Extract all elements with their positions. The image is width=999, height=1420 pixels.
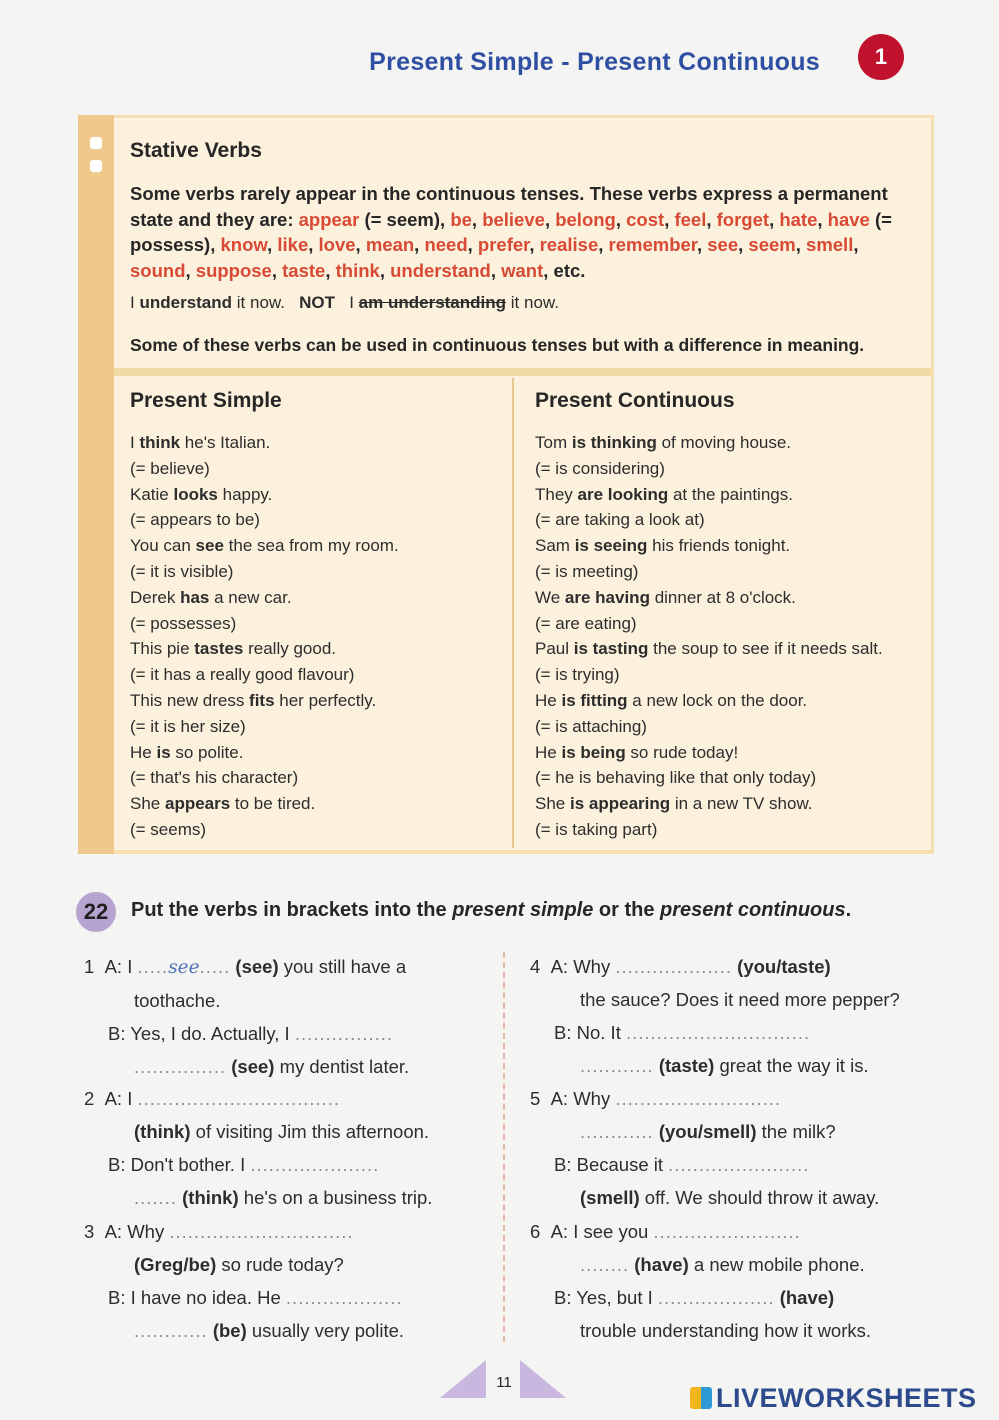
example-line: I think he's Italian. — [130, 433, 271, 452]
example-line: (= is meeting) — [535, 561, 639, 581]
example-line: (= is trying) — [535, 665, 620, 685]
example-line: (= believe) — [130, 458, 210, 478]
example-line: He is so polite. — [130, 742, 244, 762]
example-line: She appears to be tired. — [130, 794, 316, 814]
example-line: (= appears to be) — [130, 510, 260, 530]
exercise-item-1: 1 A: I .....see..... (see) you still have a toothache. B: Yes, I do. Actually, I ................ ............... (see) my dentist later. — [84, 956, 410, 1077]
example-line: He is fitting a new lock on the door. — [535, 690, 808, 710]
answer-blank[interactable]: ........................... — [615, 1088, 782, 1109]
stative-verb: forget — [716, 208, 770, 230]
stative-verb: remember — [608, 234, 697, 255]
example-line: You can see the sea from my room. — [130, 536, 399, 556]
column-separator — [503, 952, 505, 1342]
example-line: He is being so rude today! — [535, 742, 739, 762]
stative-verb: belong — [555, 208, 616, 230]
answer-blank[interactable]: ................... — [615, 956, 733, 977]
logo-icon — [690, 1387, 712, 1409]
stative-verb: prefer — [477, 234, 530, 255]
stative-verb: need — [424, 234, 468, 255]
example-line: (= it has a really good flavour) — [130, 665, 355, 685]
bullet-icon — [90, 137, 102, 149]
example-line: (= seems) — [130, 819, 207, 839]
answer-blank[interactable]: ................................. — [137, 1088, 341, 1109]
answer-blank[interactable]: ................... — [285, 1287, 403, 1308]
unit-badge: 1 — [858, 34, 904, 80]
answer-blank[interactable]: ....................... — [668, 1154, 810, 1175]
stative-verb: mean — [365, 234, 415, 255]
answer-blank[interactable]: .............................. — [625, 1022, 811, 1043]
continuous-heading: Present Continuous — [535, 389, 735, 412]
example-line: Sam is seeing his friends tonight. — [535, 536, 791, 556]
stative-verb: understand — [390, 259, 491, 281]
example-line: (= are taking a look at) — [535, 510, 705, 530]
example-line: (= it is her size) — [130, 716, 246, 736]
stative-intro: Some verbs rarely appear in the continuous tenses. These verbs express a permanent state and they are: appear (= seem), be, believe, belong, cost, feel, forget, hate, have (= possess), know, like, love, mean, need, prefer, realise, remember, see, seem, smell, sound, suppose, taste, think, understand, want, etc. — [130, 183, 892, 281]
stative-verb: realise — [539, 234, 599, 255]
simple-heading: Present Simple — [130, 389, 282, 412]
stative-verb: have — [827, 208, 870, 230]
stative-verb: love — [318, 234, 356, 255]
simple-example-list — [130, 430, 399, 843]
example-line: (= it is visible) — [130, 561, 234, 581]
answer-blank[interactable]: ............ — [134, 1320, 208, 1341]
stative-verb: sound — [130, 259, 186, 281]
stative-verb: believe — [482, 208, 545, 230]
example-line: Tom is thinking of moving house. — [535, 433, 792, 452]
liveworksheets-logo[interactable]: LIVEWORKSHEETS — [690, 1383, 977, 1414]
exercise-item-5: 5 A: Why ........................... ............ (you/smell) the milk? B: Because it ....................... (smell) off. We should throw it away. — [530, 1088, 880, 1208]
stative-verb: like — [277, 234, 309, 255]
answer-blank[interactable]: ....... — [134, 1187, 177, 1208]
answer-blank[interactable]: ............ — [580, 1121, 654, 1142]
stative-verb: suppose — [195, 259, 272, 281]
example-line: She is appearing in a new TV show. — [535, 794, 813, 814]
example-line: Paul is tasting the soup to see if it needs salt. — [535, 639, 883, 659]
stative-verb: (= possess) — [130, 208, 892, 255]
example-line: This new dress fits her perfectly. — [130, 690, 377, 710]
example-line: (= that's his character) — [130, 768, 299, 788]
stative-verb: (= seem) — [364, 208, 441, 230]
exercise-number-badge: 22 — [76, 892, 116, 932]
exercise-item-6: 6 A: I see you ........................ ........ (have) a new mobile phone. B: Yes, but I ................... (have) trouble understanding how it works. — [530, 1221, 872, 1341]
stative-verb: cost — [626, 208, 665, 230]
stative-verb: think — [335, 259, 380, 281]
exercise-item-3: 3 A: Why .............................. (Greg/be) so rude today? B: I have no idea. He ................... ............ (be) usually very polite. — [84, 1221, 405, 1341]
stative-verb: be — [450, 208, 472, 230]
stative-verb: feel — [674, 208, 707, 230]
answer-blank[interactable]: ............ — [580, 1055, 654, 1076]
exercise-item-2: 2 A: I ................................. (think) of visiting Jim this afternoon. B: Don't bother. I ..................... ....... (think) he's on a business trip. — [84, 1088, 433, 1208]
example-line: (= possesses) — [130, 613, 237, 633]
stative-verb: want — [501, 259, 544, 281]
answer-blank[interactable]: ..................... — [250, 1154, 380, 1175]
exercise-instruction: Put the verbs in brackets into the present simple or the present continuous. — [131, 899, 852, 921]
answer-blank[interactable]: ................... — [657, 1287, 775, 1308]
example-line: Derek has a new car. — [130, 587, 292, 607]
stative-note: Some of these verbs can be used in continuous tenses but with a difference in meaning. — [130, 335, 865, 355]
example-line: Katie looks happy. — [130, 484, 273, 504]
example-line: (= is attaching) — [535, 716, 647, 736]
page-corner-left — [440, 1360, 486, 1398]
answer-example: see — [168, 957, 200, 978]
answer-blank[interactable]: ........................ — [653, 1221, 801, 1242]
stative-verb: hate — [779, 208, 818, 230]
stative-example: I understand it now. NOT I am understanding it now. — [130, 293, 559, 312]
stative-verb: smell — [806, 234, 854, 255]
stative-verb: know — [220, 234, 268, 255]
grammar-box-side-strip — [78, 115, 114, 854]
stative-verb: etc. — [553, 259, 586, 281]
example-line: (= is taking part) — [535, 819, 658, 839]
answer-blank[interactable]: .............................. — [169, 1221, 354, 1242]
stative-verb: seem — [748, 234, 796, 255]
stative-verb: appear — [298, 208, 360, 230]
stative-verb: taste — [282, 259, 326, 281]
answer-blank[interactable]: ............... — [134, 1056, 227, 1077]
page-corner-right — [520, 1360, 566, 1398]
example-line: (= he is behaving like that only today) — [535, 768, 817, 788]
page-number: 11 — [496, 1374, 512, 1391]
example-line: (= are eating) — [535, 613, 637, 633]
exercise-item-4: 4 A: Why ................... (you/taste) the sauce? Does it need more pepper? B: No. It .............................. ............ (taste) great the way it is. — [530, 956, 900, 1076]
example-line: (= is considering) — [535, 458, 665, 478]
answer-blank[interactable]: ................ — [294, 1023, 394, 1044]
bullet-icon — [90, 160, 102, 172]
example-line: This pie tastes really good. — [130, 639, 337, 659]
page-title: Present Simple - Present Continuous — [369, 48, 820, 76]
section-divider — [114, 368, 931, 376]
stative-verb-list: appear (= seem), be, believe, belong, cost, feel, forget, hate, have (= possess), know, like, love, mean, need, prefer, realise, remember, see, seem, smell, sound, suppose, taste, think, understand, want, etc. — [130, 208, 892, 281]
stative-verb: see — [707, 234, 739, 255]
example-line: They are looking at the paintings. — [535, 484, 793, 504]
answer-blank[interactable]: ........ — [580, 1254, 630, 1275]
stative-heading: Stative Verbs — [130, 139, 262, 162]
example-line: We are having dinner at 8 o'clock. — [535, 587, 796, 607]
continuous-example-list — [535, 430, 883, 843]
column-divider — [512, 378, 514, 848]
